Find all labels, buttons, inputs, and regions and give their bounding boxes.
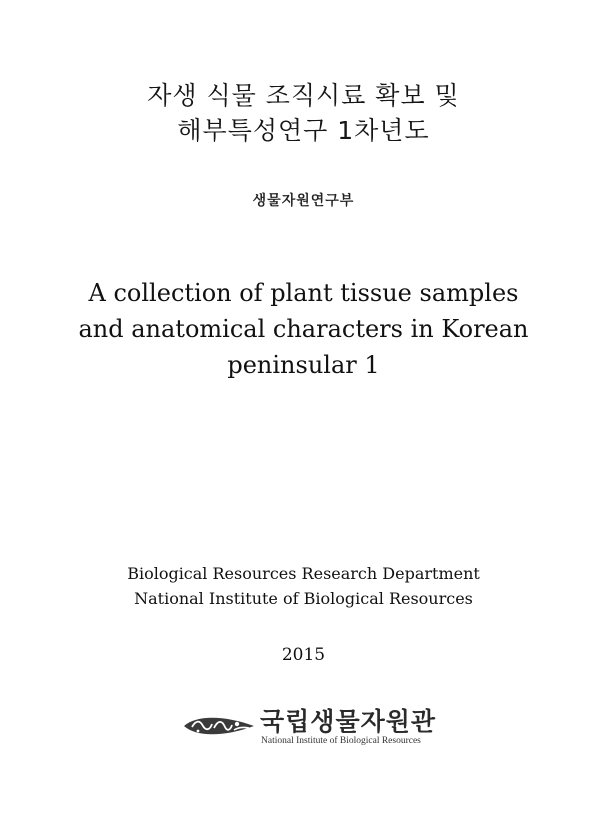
department-line-1: Biological Resources Research Department <box>127 564 480 583</box>
logo-english-name: National Institute of Biological Resources <box>261 736 421 746</box>
department-line-2: National Institute of Biological Resources <box>134 589 473 608</box>
korean-department: 생물자원연구부 <box>252 193 355 209</box>
english-title-line-2: and anatomical characters in Korean <box>78 315 529 343</box>
english-title-line-1: A collection of plant tissue samples <box>88 279 519 307</box>
english-title-line-3: peninsular 1 <box>227 351 380 379</box>
korean-title-line-1: 자생 식물 조직시료 확보 및 <box>147 81 460 110</box>
leaf-emblem-icon <box>182 714 256 738</box>
publication-year: 2015 <box>281 645 326 665</box>
institute-logo <box>182 702 442 750</box>
logo-korean-name: 국립생물자원관 <box>260 707 437 736</box>
korean-title-line-2: 해부특성연구 1차년도 <box>177 116 430 145</box>
